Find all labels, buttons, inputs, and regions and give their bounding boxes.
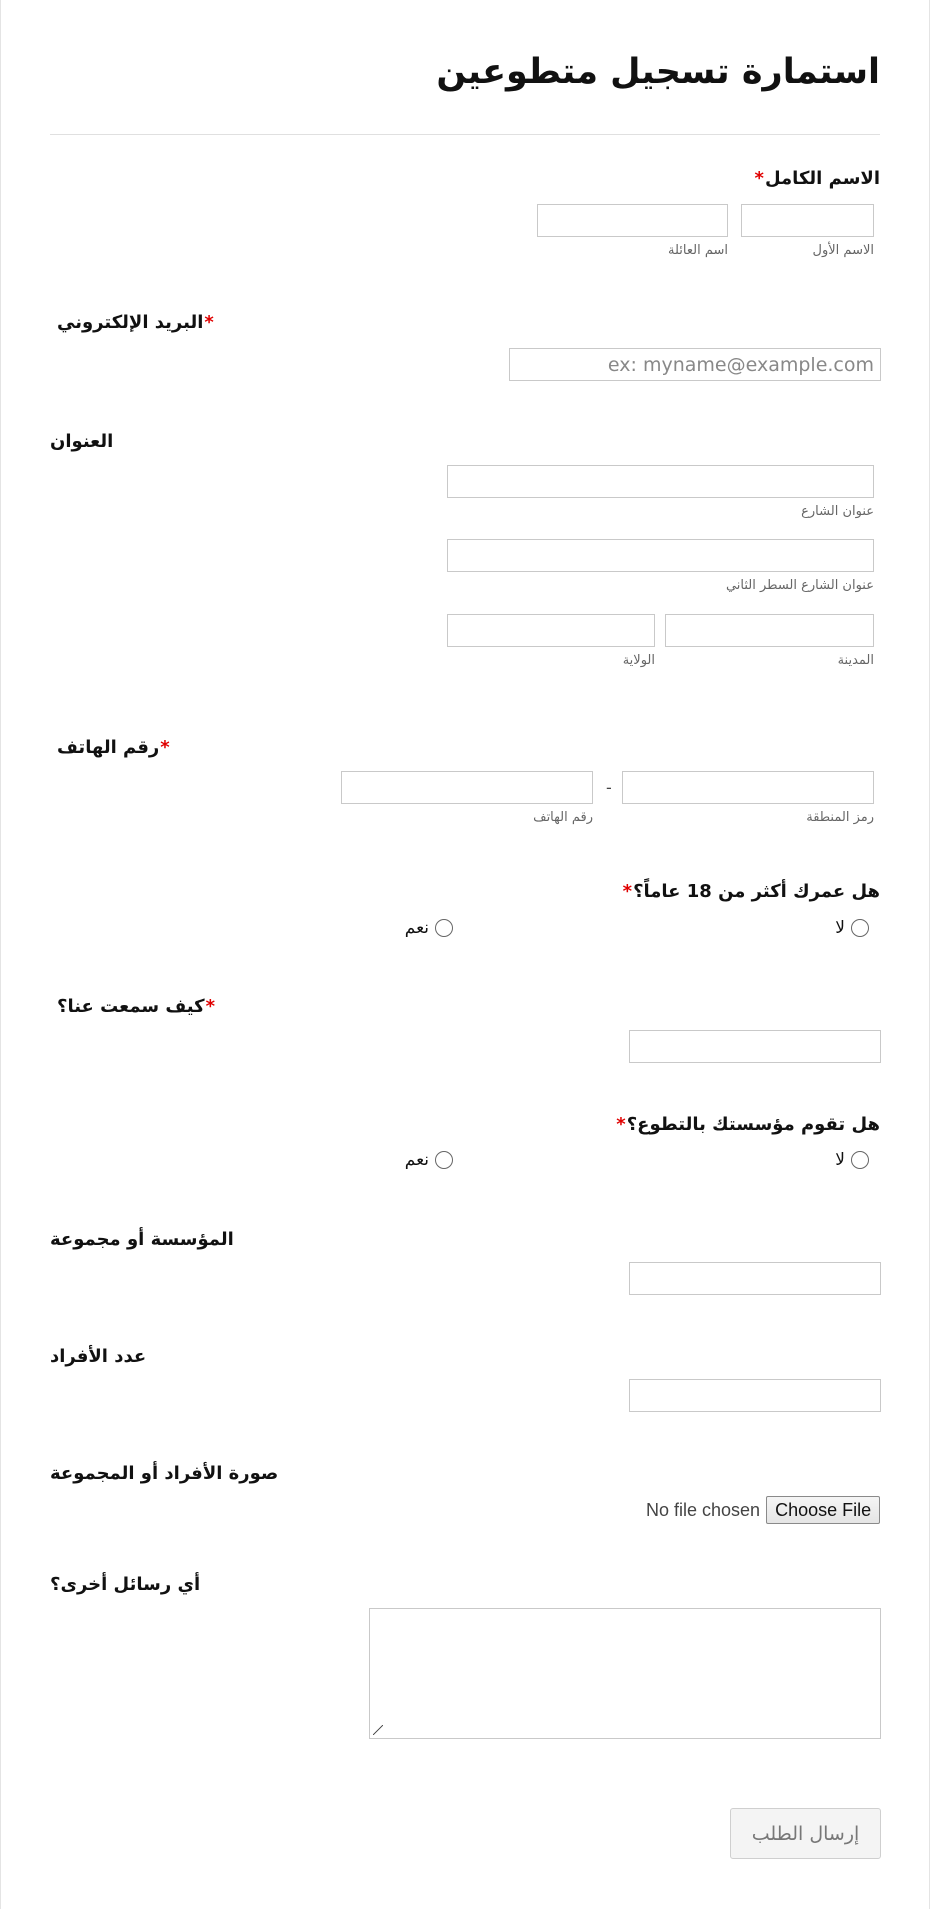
street-address-sublabel: عنوان الشارع bbox=[801, 504, 874, 519]
first-name-sublabel: الاسم الأول bbox=[812, 243, 874, 258]
phone-label-text: رقم الهاتف bbox=[57, 737, 160, 758]
member-count-label: عدد الأفراد bbox=[50, 1346, 147, 1367]
form-title: استمارة تسجيل متطوعين bbox=[436, 52, 880, 92]
over18-no-label: لا bbox=[835, 918, 845, 938]
org-volunteer-radio-no[interactable] bbox=[835, 1150, 869, 1170]
required-mark: * bbox=[622, 881, 633, 902]
org-volunteer-yes-label: نعم bbox=[404, 1150, 429, 1170]
photo-file-upload[interactable] bbox=[646, 1496, 880, 1524]
member-count-input[interactable] bbox=[629, 1379, 881, 1412]
title-divider bbox=[50, 134, 880, 135]
full-name-label bbox=[754, 168, 880, 189]
state-input[interactable] bbox=[447, 614, 655, 647]
last-name-input[interactable] bbox=[537, 204, 728, 237]
heard-about-label bbox=[57, 996, 216, 1017]
resize-handle-icon[interactable] bbox=[373, 1725, 383, 1735]
required-mark: * bbox=[204, 312, 214, 333]
photo-label: صورة الأفراد أو المجموعة bbox=[50, 1463, 279, 1484]
over18-radio-no[interactable] bbox=[835, 918, 869, 938]
messages-label: أي رسائل أخرى؟ bbox=[50, 1574, 201, 1595]
over18-label-text: هل عمرك أكثر من 18 عاماً؟ bbox=[633, 881, 880, 902]
organization-label: المؤسسة أو مجموعة bbox=[50, 1229, 234, 1250]
city-sublabel: المدينة bbox=[837, 653, 874, 668]
phone-number-input[interactable] bbox=[341, 771, 593, 804]
street-address-input[interactable] bbox=[447, 465, 874, 498]
org-volunteer-no-label: لا bbox=[835, 1150, 845, 1170]
org-volunteer-label-text: هل تقوم مؤسستك بالتطوع؟ bbox=[626, 1114, 880, 1135]
radio-circle[interactable] bbox=[851, 919, 869, 937]
radio-circle[interactable] bbox=[435, 1151, 453, 1169]
required-mark: * bbox=[205, 996, 216, 1017]
required-mark: * bbox=[616, 1114, 626, 1135]
street-address-line2-input[interactable] bbox=[447, 539, 874, 572]
phone-label bbox=[57, 737, 171, 758]
org-volunteer-label bbox=[615, 1114, 880, 1135]
organization-input[interactable] bbox=[629, 1262, 881, 1295]
radio-circle[interactable] bbox=[435, 919, 453, 937]
last-name-sublabel: اسم العائلة bbox=[668, 243, 728, 258]
address-label: العنوان bbox=[50, 431, 114, 452]
choose-file-button[interactable]: Choose File bbox=[766, 1496, 880, 1524]
required-mark: * bbox=[160, 737, 170, 758]
city-input[interactable] bbox=[665, 614, 874, 647]
email-label bbox=[57, 312, 215, 333]
over18-label bbox=[622, 881, 880, 902]
state-sublabel: الولاية bbox=[622, 653, 655, 668]
phone-number-sublabel: رقم الهاتف bbox=[533, 810, 593, 825]
messages-textarea[interactable] bbox=[369, 1608, 881, 1739]
phone-separator: - bbox=[606, 778, 612, 797]
org-volunteer-radio-yes[interactable] bbox=[405, 1150, 453, 1170]
area-code-input[interactable] bbox=[622, 771, 874, 804]
submit-button[interactable]: إرسال الطلب bbox=[730, 1808, 881, 1859]
over18-yes-label: نعم bbox=[404, 918, 429, 938]
required-mark: * bbox=[754, 168, 764, 189]
full-name-label-text: الاسم الكامل bbox=[764, 168, 880, 189]
no-file-chosen-text: No file chosen bbox=[646, 1499, 761, 1520]
email-input[interactable] bbox=[509, 348, 881, 381]
heard-about-input[interactable] bbox=[629, 1030, 881, 1063]
email-label-text: البريد الإلكتروني bbox=[57, 312, 204, 333]
first-name-input[interactable] bbox=[741, 204, 874, 237]
over18-radio-yes[interactable] bbox=[405, 918, 453, 938]
area-code-sublabel: رمز المنطقة bbox=[806, 810, 874, 825]
street-address-line2-sublabel: عنوان الشارع السطر الثاني bbox=[725, 578, 874, 593]
heard-about-label-text: كيف سمعت عنا؟ bbox=[57, 996, 205, 1017]
radio-circle[interactable] bbox=[851, 1151, 869, 1169]
